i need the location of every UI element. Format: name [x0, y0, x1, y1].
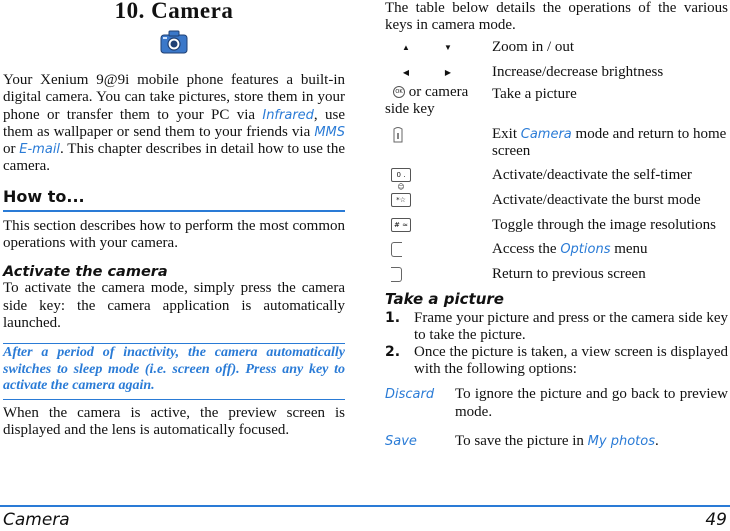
right-column [385, 0, 728, 462]
page-footer [0, 505, 730, 531]
note-text: After a period of inactivity, the camera automatically switches to sleep mode (i.e. screen off). Press any key to activate the camera again. [3, 345, 345, 394]
op-row-take-picture [385, 84, 728, 118]
options-key [385, 241, 492, 258]
activate-heading: Activate the camera [3, 264, 168, 281]
take-picture-keys [385, 84, 492, 118]
ops-intro: The table below details the operations of the various keys in camera mode. [385, 0, 728, 34]
inactivity-note [3, 343, 345, 400]
discard-option[interactable]: Discard [385, 387, 435, 403]
op-row-resolution [385, 217, 728, 234]
left-softkey-icon [391, 242, 402, 257]
zero-key-icon: 0 . ☺ [391, 168, 411, 182]
step-item [385, 344, 728, 378]
down-arrow-icon: ▼ [444, 42, 452, 52]
option-save [385, 433, 728, 450]
op-row-options [385, 241, 728, 258]
view-screen-options [385, 386, 728, 450]
camera-side-key-text: or camera side key [385, 83, 469, 117]
howto-text: This section describes how to perform the most common operations with your camera. [3, 217, 345, 252]
hash-key-icon: # ≈ [391, 218, 411, 232]
camera-link[interactable]: Camera [520, 126, 572, 142]
page-number: 49 [705, 510, 727, 530]
op-desc: Take a picture [492, 85, 577, 102]
step-item [385, 310, 728, 344]
right-softkey-icon [391, 267, 402, 282]
preview-text: When the camera is active, the preview screen is displayed and the lens is automatically focused. [3, 405, 345, 439]
brightness-keys [385, 64, 492, 81]
op-desc: Toggle through the image resolutions [492, 216, 716, 233]
camera-icon [160, 30, 188, 54]
resolution-key [385, 217, 492, 234]
op-desc: Return to previous screen [492, 265, 646, 282]
chapter-title: 10. Camera [114, 0, 234, 23]
left-column [3, 0, 345, 440]
options-link[interactable]: Options [560, 241, 611, 257]
burst-key [385, 192, 492, 209]
zoom-keys [385, 39, 492, 56]
right-arrow-icon: ▶ [444, 67, 452, 77]
end-key-icon [391, 126, 405, 144]
option-text: To ignore the picture and go back to preview mode. [455, 386, 728, 420]
op-row-exit [385, 126, 728, 160]
step-text: Frame your picture and press or the camera side key to take the picture. [414, 309, 728, 343]
option-text: To save the picture in My photos. [455, 432, 659, 449]
howto-heading: How to... [3, 187, 345, 212]
left-arrow-icon: ◀ [402, 67, 410, 77]
op-desc: Increase/decrease brightness [492, 63, 664, 80]
my-photos-link[interactable]: My photos [587, 433, 655, 449]
option-discard [385, 386, 728, 420]
op-row-back [385, 266, 728, 283]
activate-text: To activate the camera mode, simply press the camera side key: the camera application is automatically launched. [3, 280, 345, 331]
footer-section: Camera [3, 510, 70, 530]
operations-table [385, 39, 728, 283]
intro-paragraph: Your Xenium 9@9i mobile phone features a built-in digital camera. You can take pictures, store them in your phone or transfer them to your PC via Infrared, use them as wallpaper or send them to your friends via MMS or E-mail. This chapter describes in detail how to use the camera. [3, 72, 345, 175]
step-text: Once the picture is taken, a view screen is displayed with the following options: [414, 344, 728, 378]
star-key-icon: *☆ [391, 193, 411, 207]
infrared-link[interactable]: Infrared [262, 107, 314, 123]
op-desc: Access the Options menu [492, 240, 648, 257]
self-timer-key [385, 167, 492, 192]
chapter-icon-wrap [3, 30, 345, 54]
take-picture-heading: Take a picture [385, 289, 504, 308]
mms-link[interactable]: MMS [314, 124, 345, 140]
op-row-self-timer [385, 166, 728, 192]
exit-key [385, 126, 492, 160]
back-key [385, 266, 492, 283]
op-desc: Exit Camera mode and return to home screen [492, 125, 727, 159]
save-option[interactable]: Save [385, 433, 417, 449]
up-arrow-icon: ▲ [402, 42, 410, 52]
steps-list [385, 310, 728, 379]
step-number: 1. [385, 309, 401, 326]
op-desc: Activate/deactivate the self-timer [492, 166, 692, 183]
op-desc: Activate/deactivate the burst mode [492, 191, 701, 208]
step-number: 2. [385, 344, 401, 360]
op-desc: Zoom in / out [492, 38, 575, 55]
op-row-burst [385, 192, 728, 209]
op-row-brightness [385, 64, 728, 81]
op-row-zoom [385, 39, 728, 56]
ok-key-icon: OK [393, 86, 405, 98]
email-link[interactable]: E-mail [19, 142, 61, 158]
